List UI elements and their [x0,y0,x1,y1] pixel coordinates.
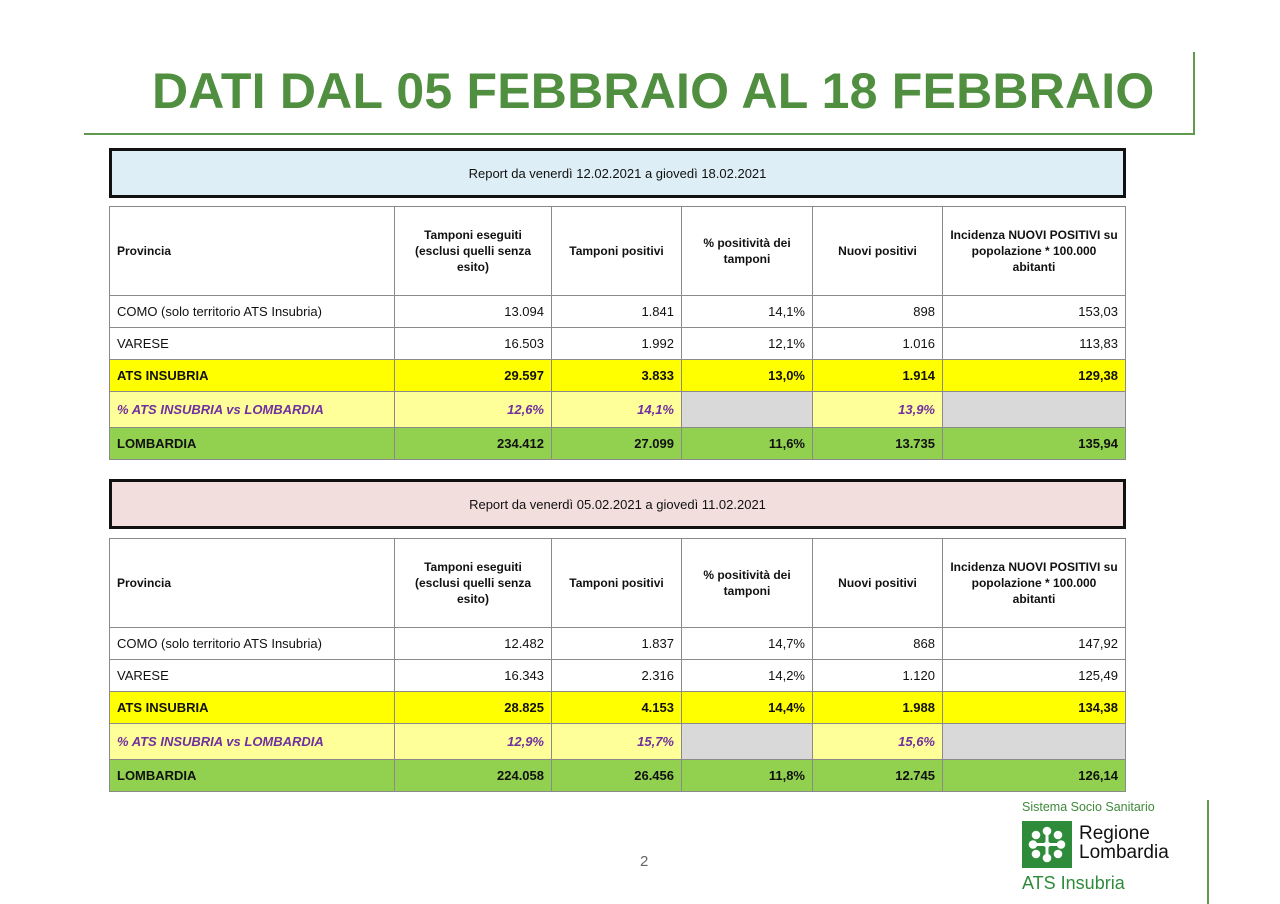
cell-incidenza: 125,49 [943,660,1126,692]
cell-tamponi-eseguiti: 12.482 [395,628,552,660]
table-header-row [110,539,1126,628]
cell-provincia: LOMBARDIA [110,760,395,792]
cell-provincia: ATS INSUBRIA [110,692,395,724]
cell-incidenza: 135,94 [943,428,1126,460]
table-row-como [110,296,1126,328]
col-header-nuovi-positivi: Nuovi positivi [813,207,943,296]
cell-tamponi-positivi: 27.099 [552,428,682,460]
cell-provincia: % ATS INSUBRIA vs LOMBARDIA [110,392,395,428]
table-row-lombardia [110,760,1126,792]
cell-provincia: VARESE [110,328,395,360]
col-header-incidenza: Incidenza NUOVI POSITIVI su popolazione * 100.000 abitanti [943,539,1126,628]
cell-tamponi-eseguiti: 224.058 [395,760,552,792]
cell-tamponi-eseguiti: 12,9% [395,724,552,760]
cell-tamponi-eseguiti: 12,6% [395,392,552,428]
cell-tamponi-eseguiti: 16.503 [395,328,552,360]
regione-lombardia-logo [1022,800,1202,900]
cell-nuovi-positivi: 13.735 [813,428,943,460]
cell-nuovi-positivi: 15,6% [813,724,943,760]
table-row-ats-insubria [110,360,1126,392]
cell-nuovi-positivi: 1.988 [813,692,943,724]
cell-provincia: VARESE [110,660,395,692]
cell-positivita: 11,6% [682,428,813,460]
cell-tamponi-eseguiti: 28.825 [395,692,552,724]
cell-incidenza: 147,92 [943,628,1126,660]
cell-tamponi-positivi: 1.837 [552,628,682,660]
table-row-ats-vs-lombardia [110,724,1126,760]
cell-tamponi-eseguiti: 13.094 [395,296,552,328]
cell-positivita: 12,1% [682,328,813,360]
cell-nuovi-positivi: 1.120 [813,660,943,692]
table-row-lombardia [110,428,1126,460]
cell-positivita: 14,4% [682,692,813,724]
cell-empty [943,392,1126,428]
cell-tamponi-positivi: 2.316 [552,660,682,692]
page-number: 2 [640,853,649,870]
col-header-tamponi-eseguiti: Tamponi eseguiti (esclusi quelli senza esito) [395,539,552,628]
cell-tamponi-eseguiti: 234.412 [395,428,552,460]
table-row-ats-vs-lombardia [110,392,1126,428]
col-header-positivita: % positività dei tamponi [682,539,813,628]
cell-positivita: 14,7% [682,628,813,660]
col-header-tamponi-positivi: Tamponi positivi [552,207,682,296]
cell-tamponi-positivi: 1.992 [552,328,682,360]
cell-nuovi-positivi: 898 [813,296,943,328]
cell-nuovi-positivi: 868 [813,628,943,660]
cell-tamponi-positivi: 15,7% [552,724,682,760]
col-header-positivita: % positività dei tamponi [682,207,813,296]
logo-name-line1: Regione [1079,823,1150,844]
report-header-1: Report da venerdì 12.02.2021 a giovedì 18.02.2021 [109,148,1126,198]
logo-ats-text: ATS Insubria [1022,873,1125,893]
cell-incidenza: 134,38 [943,692,1126,724]
cell-empty [943,724,1126,760]
cell-tamponi-positivi: 26.456 [552,760,682,792]
table-header-row [110,207,1126,296]
cell-nuovi-positivi: 1.016 [813,328,943,360]
col-header-nuovi-positivi: Nuovi positivi [813,539,943,628]
table-row-ats-insubria [110,692,1126,724]
cell-positivita: 11,8% [682,760,813,792]
logo-top-text: Sistema Socio Sanitario [1022,800,1155,814]
cell-provincia: % ATS INSUBRIA vs LOMBARDIA [110,724,395,760]
title-divider [84,133,1195,135]
slide-title: DATI DAL 05 FEBBRAIO AL 18 FEBBRAIO [152,63,1155,119]
cell-tamponi-positivi: 3.833 [552,360,682,392]
report-table-1 [109,206,1126,460]
col-header-provincia: Provincia [110,207,395,296]
cell-empty [682,392,813,428]
cell-tamponi-positivi: 4.153 [552,692,682,724]
cell-incidenza: 113,83 [943,328,1126,360]
report-table-2 [109,538,1126,792]
col-header-tamponi-positivi: Tamponi positivi [552,539,682,628]
table-row-varese [110,328,1126,360]
cell-tamponi-positivi: 14,1% [552,392,682,428]
cell-provincia: LOMBARDIA [110,428,395,460]
cell-incidenza: 153,03 [943,296,1126,328]
cell-nuovi-positivi: 1.914 [813,360,943,392]
logo-name-line2: Lombardia [1079,842,1169,863]
cell-provincia: COMO (solo territorio ATS Insubria) [110,628,395,660]
cell-positivita: 14,1% [682,296,813,328]
logo-divider [1207,800,1209,904]
cell-nuovi-positivi: 13,9% [813,392,943,428]
cell-tamponi-positivi: 1.841 [552,296,682,328]
cell-incidenza: 126,14 [943,760,1126,792]
report-header-2: Report da venerdì 05.02.2021 a giovedì 11.02.2021 [109,479,1126,529]
table-row-como [110,628,1126,660]
cell-provincia: ATS INSUBRIA [110,360,395,392]
col-header-incidenza: Incidenza NUOVI POSITIVI su popolazione * 100.000 abitanti [943,207,1126,296]
cell-tamponi-eseguiti: 16.343 [395,660,552,692]
title-divider-vertical [1193,52,1195,134]
cell-nuovi-positivi: 12.745 [813,760,943,792]
logo-name [1079,824,1169,862]
col-header-provincia: Provincia [110,539,395,628]
cell-positivita: 14,2% [682,660,813,692]
cell-positivita: 13,0% [682,360,813,392]
col-header-tamponi-eseguiti: Tamponi eseguiti (esclusi quelli senza esito) [395,207,552,296]
rosa-camuna-icon [1022,821,1072,868]
cell-empty [682,724,813,760]
table-row-varese [110,660,1126,692]
cell-tamponi-eseguiti: 29.597 [395,360,552,392]
cell-incidenza: 129,38 [943,360,1126,392]
cell-provincia: COMO (solo territorio ATS Insubria) [110,296,395,328]
